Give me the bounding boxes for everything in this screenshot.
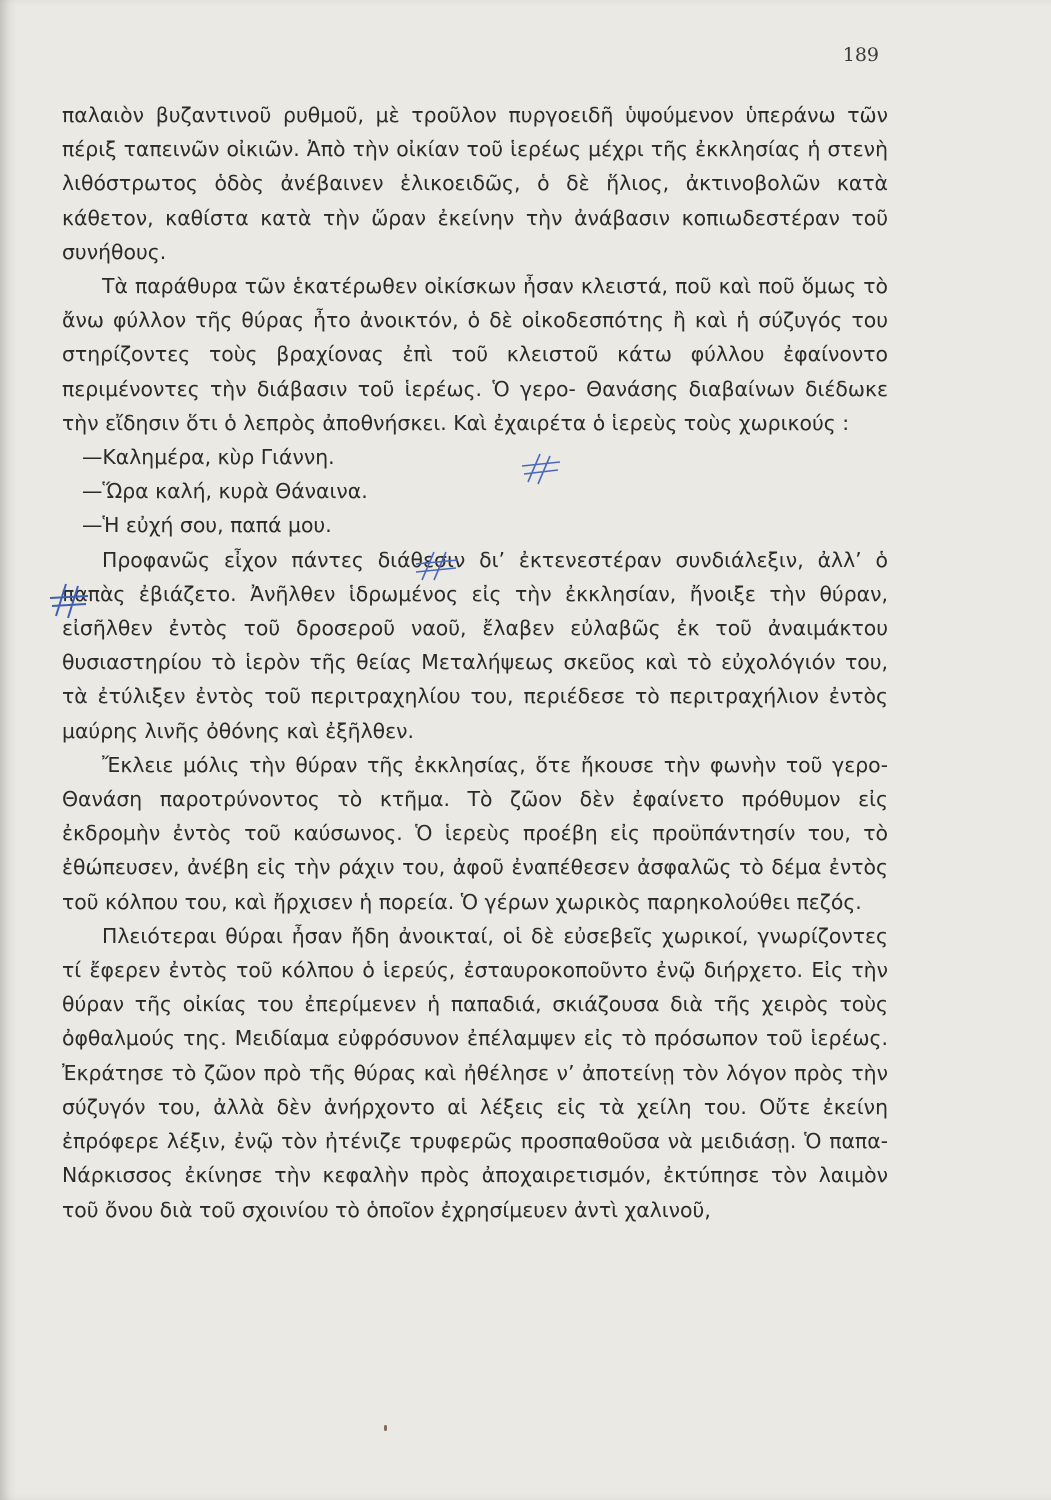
pen-mark-icon [48, 580, 92, 620]
pen-mark-icon [412, 548, 462, 584]
dialogue-line-3: —Ἡ εὐχή σου, παπά μου. [82, 513, 332, 538]
paragraph-2: Τὰ παράθυρα τῶν ἑκατέρωθεν οἰκίσκων ἦσαν κλειστά, ποῦ καὶ ποῦ ὅμως τὸ ἄνω φύλλον τῆς θύρας ἦτο ἀνοικτόν, ὁ δὲ οἰκοδεσπότης ἢ καὶ ἡ σύζυγός του στηρίζοντες τοὺς βραχίονας ἐπὶ τοῦ κλειστοῦ κάτω φύλλου ἐφαίνοντο περιμένοντες τὴν διάβασιν τοῦ ἱερέως. Ὁ γερο- Θανάσης διαβαίνων διέδωκε τὴν εἴδησιν ὅτι ὁ λεπρὸς ἀποθνήσκει. Καὶ ἐχαιρέτα ὁ ἱερεὺς τοὺς χωρικούς : [62, 274, 888, 435]
pen-mark-icon [520, 448, 564, 488]
paragraph-1: παλαιὸν βυζαντινοῦ ρυθμοῦ, μὲ τροῦλον πυργοειδῆ ὑψούμενον ὑπεράνω τῶν πέριξ ταπεινῶν οἰκιῶν. Ἀπὸ τὴν οἰκίαν τοῦ ἱερέως μέχρι τῆς ἐκκλησίας ἡ στενὴ λιθόστρωτος ὁδὸς ἀνέβαινεν ἑλικοειδῶς, ὁ δὲ ἥλιος, ἀκτινοβολῶν κατὰ κάθετον, καθίστα κατὰ τὴν ὥραν ἐκείνην τὴν ἀνάβασιν κοπιωδεστέραν τοῦ συνήθους. [62, 103, 888, 264]
paragraph-4: Ἔκλειε μόλις τὴν θύραν τῆς ἐκκλησίας, ὅτε ἤκουσε τὴν φωνὴν τοῦ γερο-Θανάση παροτρύνοντος τὸ κτῆμα. Τὸ ζῶον δὲν ἐφαίνετο πρόθυμον εἰς ἐκδρομὴν ἐντὸς τοῦ καύσωνος. Ὁ ἱερεὺς προέβη εἰς προϋπάντησίν του, τὸ ἐθώπευσεν, ἀνέβη εἰς τὴν ράχιν του, ἀφοῦ ἐναπέθεσεν ἀσφαλῶς τὸ δέμα ἐντὸς τοῦ κόλπου του, καὶ ἤρχισεν ἡ πορεία. Ὁ γέρων χωρικὸς παρηκολούθει πεζός. [62, 752, 888, 914]
paragraph-3: Προφανῶς εἶχον πάντες διάθεσιν δι’ ἐκτενεστέραν συνδιάλεξιν, ἀλλ’ ὁ παπὰς ἐβιάζετο. Ἀνῆλθεν ἱδρωμένος εἰς τὴν ἐκκλησίαν, ἤνοιξε τὴν θύραν, εἰσῆλθεν ἐντὸς τοῦ δροσεροῦ ναοῦ, ἔλαβεν εὐλαβῶς ἐκ τοῦ ἀναιμάκτου θυσιαστηρίου τὸ ἱερὸν τῆς θείας Μεταλήψεως σκεῦος καὶ τὸ εὐχολόγιόν του, τὰ ἐτύλιξεν ἐντὸς τοῦ περιτραχηλίου του, περιέδεσε τὸ περιτραχήλιον ἐντὸς μαύρης λινῆς ὀθόνης καὶ ἐξῆλθεν. [62, 547, 888, 743]
dialogue-line-1: —Καλημέρα, κὺρ Γιάννη. [82, 445, 335, 470]
paragraph-5: Πλειότεραι θύραι ἦσαν ἤδη ἀνοικταί, οἱ δὲ εὐσεβεῖς χωρικοί, γνωρίζοντες τί ἔφερεν ἐντὸς τοῦ κόλπου ὁ ἱερεύς, ἐσταυροκοποῦντο ἐνῷ διήρχετο. Εἰς τὴν θύραν τῆς οἰκίας του ἐπερίμενεν ἡ παπαδιά, σκιάζουσα διὰ τῆς χειρὸς τοὺς ὀφθαλμούς της. Μειδίαμα εὐφρόσυνον ἐπέλαμψεν εἰς τὸ πρόσωπον τοῦ ἱερέως. Ἐκράτησε τὸ ζῶον πρὸ τῆς θύρας καὶ ἠθέλησε ν’ ἀποτείνῃ τὸν λόγον πρὸς τὴν σύζυγόν του, ἀλλὰ δὲν ἀνήρχοντο αἱ λέξεις εἰς τὰ χείλη του. Οὔτε ἐκείνη ἐπρόφερε λέξιν, ἐνῷ τὸν ἠτένιζε τρυφερῶς προσπαθοῦσα νὰ μειδιάσῃ. Ὁ παπα-Νάρκισσος ἐκίνησε τὴν κεφαλὴν πρὸς ἀποχαιρετισμόν, ἐκτύπησε τὸν λαιμὸν τοῦ ὄνου διὰ τοῦ σχοινίου τὸ ὁποῖον ἐχρησίμευεν ἀντὶ χαλινοῦ, [62, 923, 888, 1222]
body-text [62, 98, 888, 1227]
ink-speck [384, 1425, 387, 1431]
dialogue-line-2: —Ὥρα καλή, κυρὰ Θάναινα. [82, 479, 368, 504]
page-number: 189 [842, 44, 879, 66]
